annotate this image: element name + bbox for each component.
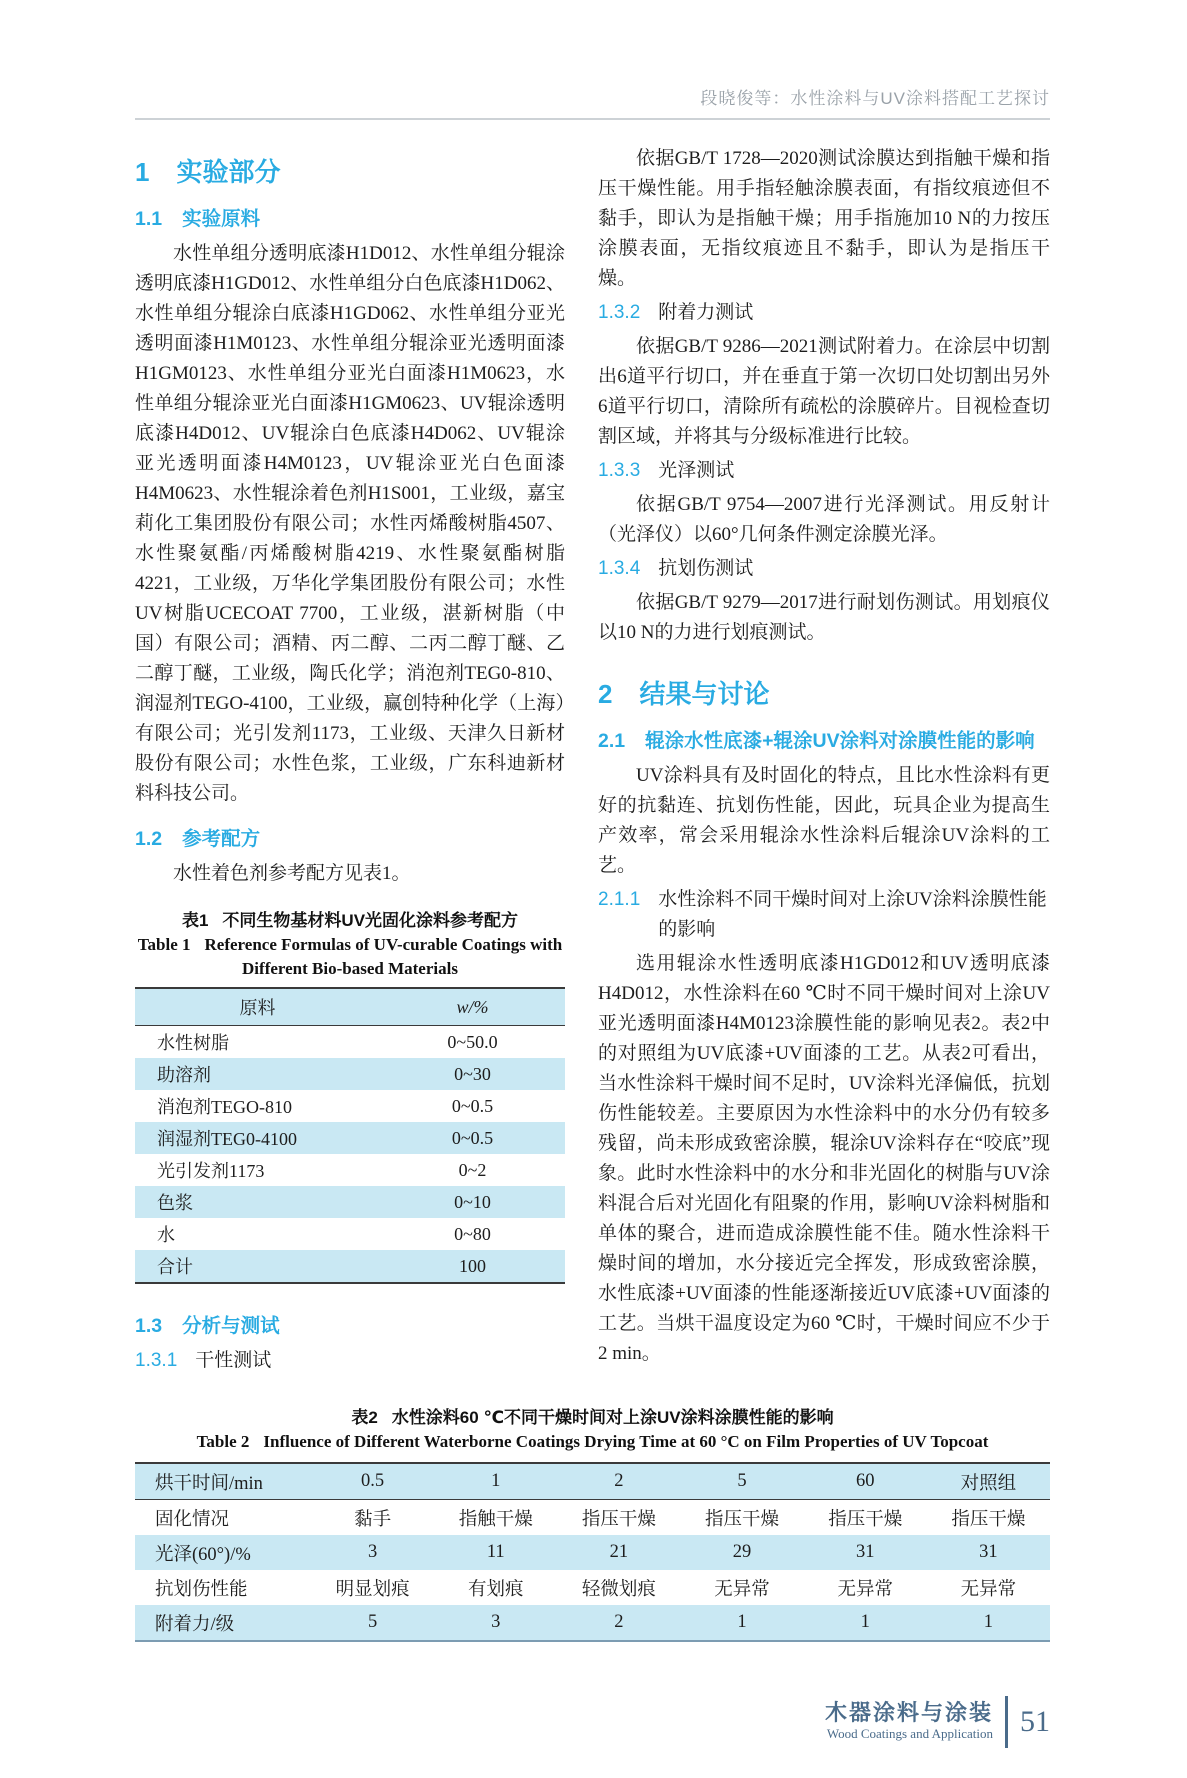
section-1-3-4-heading [598,554,1050,584]
table-cell: 光引发剂1173 [157,1161,265,1181]
table-row [135,1058,565,1090]
table-row [135,1463,1050,1500]
table2-title-en: Influence of Different Waterborne Coatings Drying Time at 60 °C on Film Properties of UV Topcoat [263,1432,989,1451]
section-2-heading [598,674,1050,711]
table-cell: 2 [614,1612,624,1632]
table-row [135,1250,565,1283]
table-cell: 无异常 [960,1579,1017,1600]
uv-coating-paragraph: UV涂料具有及时固化的特点，且比水性涂料有更好的抗黏连、抗划伤性能，因此，玩具企业为提高生产效率，常会采用辊涂水性涂料后辊涂UV涂料的工艺。 [598,765,1050,876]
table-cell: 色浆 [157,1193,193,1213]
table1-title-cn: 不同生物基材料UV光固化涂料参考配方 [222,911,519,930]
table-cell: 对照组 [960,1473,1017,1494]
table-cell: 3 [491,1612,501,1632]
table-cell: 0.5 [361,1471,385,1491]
section-number: 2.1.1 [598,889,641,910]
table1-caption-en [135,933,565,981]
section-title: 光泽测试 [658,460,735,481]
table-row [135,1090,565,1122]
section-1-2-heading [135,823,565,851]
section-2-1-heading [598,725,1050,753]
table-cell: 指压干燥 [705,1509,780,1530]
table2-caption [135,1406,1050,1454]
table-row [135,1154,565,1186]
table-row [135,1218,565,1250]
table-cell: 100 [459,1255,487,1276]
section-title: 水性涂料不同干燥时间对上涂UV涂料涂膜性能的影响 [658,889,1047,940]
section-number: 1.3.3 [598,460,641,481]
section-title: 附着力测试 [658,302,754,323]
table-row [135,1500,1050,1536]
table1-caption [135,909,565,981]
table1-label-cn: 表1 [181,911,209,930]
table-cell: 指压干燥 [581,1509,656,1530]
section-title: 干性测试 [195,1350,272,1371]
table-cell: 指压干燥 [828,1509,903,1530]
footer-divider-bar [1005,1696,1008,1748]
section-1-3-3-heading [598,456,1050,486]
table-header-row [135,988,565,1026]
table-cell: 0~0.5 [451,1127,494,1148]
section-number: 1.3.1 [135,1350,178,1371]
section-number: 1.1 [135,208,163,230]
table-cell: 润湿剂TEG0-4100 [157,1129,297,1149]
section-title: 实验原料 [182,208,261,230]
section-1-3-2-heading [598,298,1050,328]
page-number: 51 [1020,1705,1050,1738]
left-column [135,144,565,1380]
table2-label-cn: 表2 [351,1408,378,1427]
page-footer [135,1696,1050,1748]
journal-name-cn: 木器涂料与涂装 [824,1700,993,1725]
table-cell: 轻微划痕 [581,1579,656,1600]
materials-paragraph: 水性单组分透明底漆H1D012、水性单组分辊涂透明底漆H1GD012、水性单组分白色底漆H1D062、水性单组分辊涂白底漆H1GD062、水性单组分亚光透明面漆H1M0123、水性单组分辊涂亚光透明面漆H1GM0123、水性单组分亚光白面漆H1M0623，水性单组分辊涂亚光白面漆H1GM0623、UV辊涂透明底漆H4D012、UV辊涂白色底漆H4D062、UV辊涂亚光透明面漆H4M0123，UV辊涂亚光白色面漆H4M0623、水性辊涂着色剂H1S001，工业级，嘉宝莉化工集团股份有限公司；水性丙烯酸树脂4507、水性聚氨酯/丙烯酸树脂4219、水性聚氨酯树脂4221，工业级，万华化学集团股份有限公司；水性UV树脂UCECOAT 7700，工业级，湛新树脂（中国）有限公司；酒精、丙二醇、二丙二醇丁醚、乙二醇丁醚，工业级，陶氏化学；消泡剂TEG0-810、润湿剂TEGO-4100，工业级，赢创特种化学（上海）有限公司；光引发剂1173，工业级、天津久日新材股份有限公司；水性色浆，工业级，广东科迪新材料科技公司。 [135,243,565,804]
journal-name-block [825,1701,993,1743]
table-cell: 固化情况 [155,1509,230,1530]
section-2-1-1-heading [598,885,1050,945]
table-cell: 黏手 [354,1509,392,1530]
table-cell: 光泽(60°)/% [155,1544,251,1565]
table1-col-material: 原料 [135,988,380,1026]
section-title: 分析与测试 [182,1315,280,1337]
section-1-heading [135,152,565,189]
table-row [135,1122,565,1154]
table-row [135,1535,1050,1570]
reference-formula-paragraph: 水性着色剂参考配方见表1。 [173,863,411,884]
right-column [598,144,1050,1380]
table-cell: 0~30 [454,1063,491,1084]
dryness-test-paragraph: 依据GB/T 1728—2020测试涂膜达到指触干燥和指压干燥性能。用手指轻触涂膜表面，有指纹痕迹但不黏手，即认为是指触干燥；用手指施加10 N的力按压涂膜表面，无指纹痕迹且不黏手，即认为是指压干燥。 [598,148,1050,289]
table1-col-w-percent: w/% [380,988,565,1026]
adhesion-test-paragraph: 依据GB/T 9286—2021测试附着力。在涂层中切割出6道平行切口，并在垂直于第一次切口处切割出另外6道平行切口，清除所有疏松的涂膜碎片。目视检查切割区域，并将其与分级标准进行比较。 [598,336,1050,447]
table-cell: 0~10 [454,1191,491,1212]
section-number: 1.3 [135,1315,163,1337]
table2-label-en: Table 2 [196,1432,250,1451]
table2-body [135,1463,1050,1641]
table-cell: 0~80 [454,1223,491,1244]
table-cell: 21 [609,1542,629,1562]
table-cell: 有划痕 [467,1579,524,1600]
section-number: 1.2 [135,828,163,850]
table-row [135,1186,565,1218]
table-cell: 烘干时间/min [155,1473,263,1494]
table2-caption-en [135,1430,1050,1454]
table-cell: 明显划痕 [335,1579,410,1600]
section-title: 实验部分 [176,157,281,187]
table-cell: 0~2 [458,1159,487,1180]
section-title: 辊涂水性底漆+辊涂UV涂料对涂膜性能的影响 [645,730,1035,752]
table2-title-cn: 水性涂料60 ℃不同干燥时间对上涂UV涂料涂膜性能的影响 [391,1408,834,1427]
section-title: 参考配方 [182,828,261,850]
section-title: 结果与讨论 [639,679,770,709]
table-cell: 水性树脂 [157,1033,229,1053]
table-cell: 5 [737,1471,747,1491]
table-cell: 水 [157,1225,175,1245]
section-number: 1.3.2 [598,302,641,323]
section-number: 2 [598,679,613,709]
table1-header [135,988,565,1026]
table-cell: 无异常 [837,1579,893,1600]
table-cell: 抗划伤性能 [155,1579,248,1600]
table-cell: 1 [860,1612,870,1632]
results-paragraph: 选用辊涂水性透明底漆H1GD012和UV透明底漆H4D012，水性涂料在60 ℃时不同干燥时间对上涂UV亚光透明面漆H4M0123涂膜性能的影响见表2。表2中的对照组为UV底漆+UV面漆的工艺。从表2可看出，当水性涂料干燥时间不足时，UV涂料光泽偏低，抗划伤性能较差。主要原因为水性涂料中的水分仍有较多残留，尚未形成致密涂膜，辊涂UV涂料存在“咬底”现象。此时水性涂料中的水分和非光固化的树脂与UV涂料混合后对光固化有阻聚的作用，影响UV涂料树脂和单体的聚合，进而造成涂膜性能不佳。随水性涂料干燥时间的增加，水分接近完全挥发，形成致密涂膜，水性底漆+UV面漆的性能逐渐接近UV底漆+UV面漆的工艺。当烘干温度设定为60 ℃时，干燥时间应不少于2 min。 [598,953,1050,1364]
table-cell: 1 [491,1471,501,1491]
running-head-rule [135,118,1050,120]
table-cell: 60 [855,1471,875,1491]
table1-label-en: Table 1 [137,935,191,954]
table-row [135,1605,1050,1641]
table1 [135,987,565,1284]
table-cell: 指触干燥 [458,1509,533,1530]
table-cell: 附着力/级 [155,1614,235,1635]
running-head: 段晓俊等：水性涂料与UV涂料搭配工艺探讨 [700,89,1050,108]
table-cell: 5 [367,1612,378,1632]
table-cell: 2 [614,1471,624,1491]
section-number: 1.3.4 [598,558,641,579]
section-title: 抗划伤测试 [658,558,754,579]
gloss-test-paragraph: 依据GB/T 9754—2007进行光泽测试。用反射计（光泽仪）以60°几何条件测定涂膜光泽。 [598,494,1050,545]
table-cell: 助溶剂 [157,1065,211,1085]
table-cell: 29 [732,1542,752,1562]
two-column-body [135,144,1050,1380]
table-cell: 消泡剂TEGO-810 [157,1097,292,1117]
table-cell: 合计 [157,1257,193,1277]
table-cell: 指压干燥 [951,1509,1026,1530]
table-cell: 0~50.0 [447,1031,498,1052]
scratch-test-paragraph: 依据GB/T 9279—2017进行耐划伤测试。用划痕仪以10 N的力进行划痕测试。 [598,592,1050,643]
table-cell: 1 [737,1612,747,1632]
table-cell: 1 [983,1612,994,1632]
table1-title-en: Reference Formulas of UV-curable Coatings with Different Bio-based Materials [204,935,563,978]
journal-name-en: Wood Coatings and Application [826,1726,993,1741]
table1-caption-cn [135,909,565,933]
table2-block [135,1406,1050,1642]
table-cell: 31 [979,1542,998,1562]
table-cell: 3 [367,1542,378,1562]
table-cell: 无异常 [714,1579,770,1600]
table-cell: 31 [855,1542,875,1562]
table-row [135,1026,565,1059]
section-1-3-heading [135,1310,565,1338]
section-1-1-heading [135,203,565,231]
table-cell: 11 [486,1542,505,1562]
section-number: 2.1 [598,730,626,752]
table2-caption-cn [135,1406,1050,1430]
section-1-3-1-heading [135,1346,565,1376]
table-cell: 0~0.5 [451,1095,494,1116]
table2 [135,1462,1050,1642]
section-number: 1 [135,157,150,187]
table1-body [135,1026,565,1284]
